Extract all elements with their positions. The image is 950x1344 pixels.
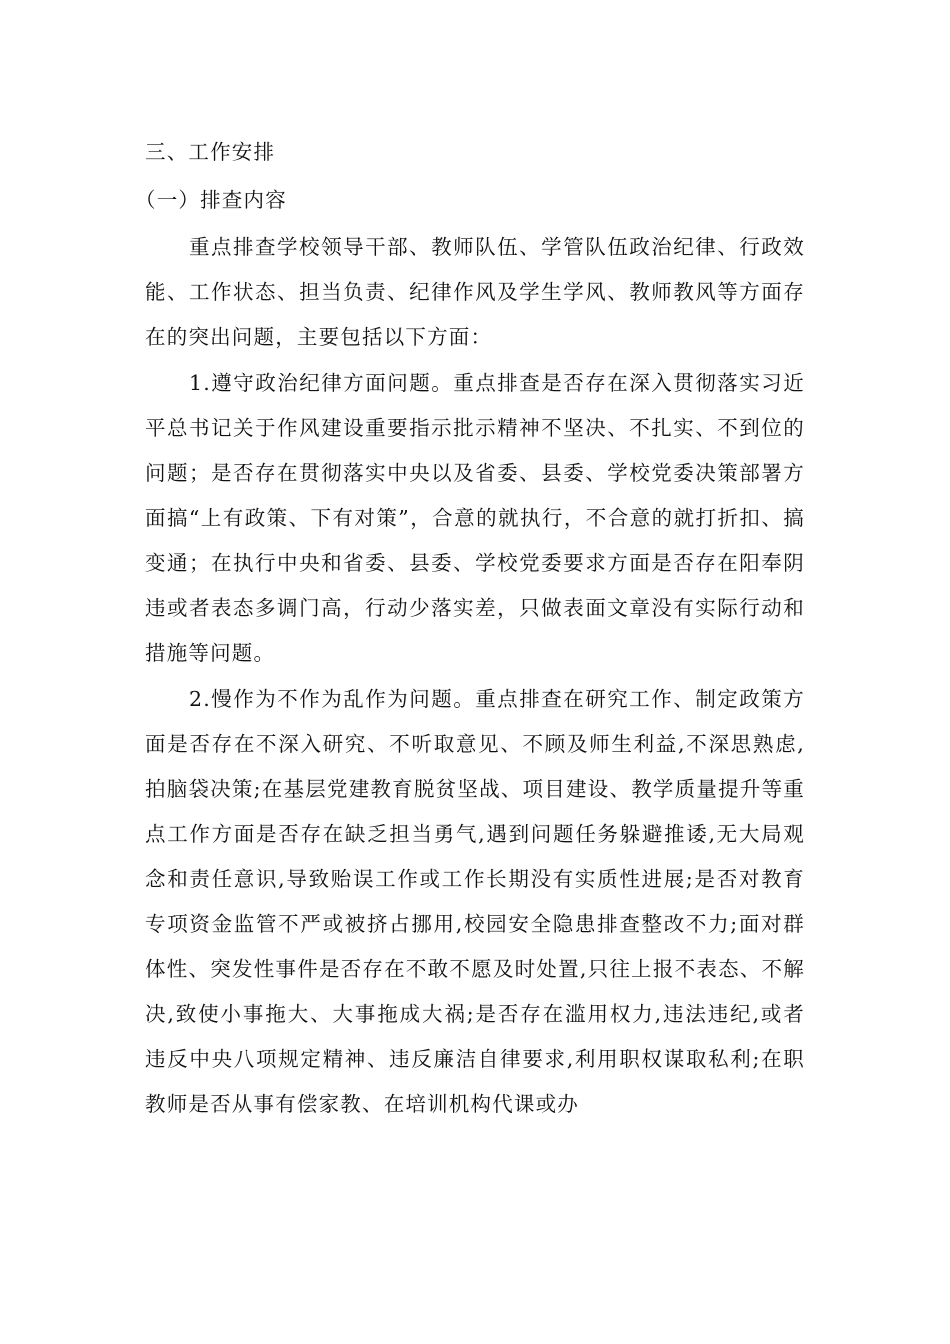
paragraph-intro: 重点排查学校领导干部、教师队伍、学管队伍政治纪律、行政效能、工作状态、担当负责、纪律作风及学生学风、教师教风等方面存在的突出问题，主要包括以下方面：: [145, 235, 805, 349]
section-heading: 三、工作安排: [145, 140, 276, 164]
subsection-heading: （一）排查内容: [135, 188, 287, 212]
paragraph-item-1: 1.遵守政治纪律方面问题。重点排查是否存在深入贯彻落实习近平总书记关于作风建设重要指示批示精神不坚决、不扎实、不到位的问题；是否存在贯彻落实中央以及省委、县委、学校党委决策部署方面搞“上有政策、下有对策”，合意的就执行，不合意的就打折扣、搞变通；在执行中央和省委、县委、学校党委要求方面是否存在阳奉阴违或者表态多调门高，行动少落实差，只做表面文章没有实际行动和措施等问题。: [145, 371, 805, 665]
paragraph-item-2: 2.慢作为不作为乱作为问题。重点排查在研究工作、制定政策方面是否存在不深入研究、不听取意见、不顾及师生利益,不深思熟虑,拍脑袋决策;在基层党建教育脱贫坚战、项目建设、教学质量提升等重点工作方面是否存在缺乏担当勇气,遇到问题任务躲避推诿,无大局观念和责任意识,导致贻误工作或工作长期没有实质性进展;是否对教育专项资金监管不严或被挤占挪用,校园安全隐患排查整改不力;面对群体性、突发性事件是否存在不敢不愿及时处置,只往上报不表态、不解决,致使小事拖大、大事拖成大祸;是否存在滥用权力,违法违纪,或者违反中央八项规定精神、违反廉洁自律要求,利用职权谋取私利;在职教师是否从事有偿家教、在培训机构代课或办: [145, 687, 805, 1116]
document-body: [135, 130, 805, 1128]
